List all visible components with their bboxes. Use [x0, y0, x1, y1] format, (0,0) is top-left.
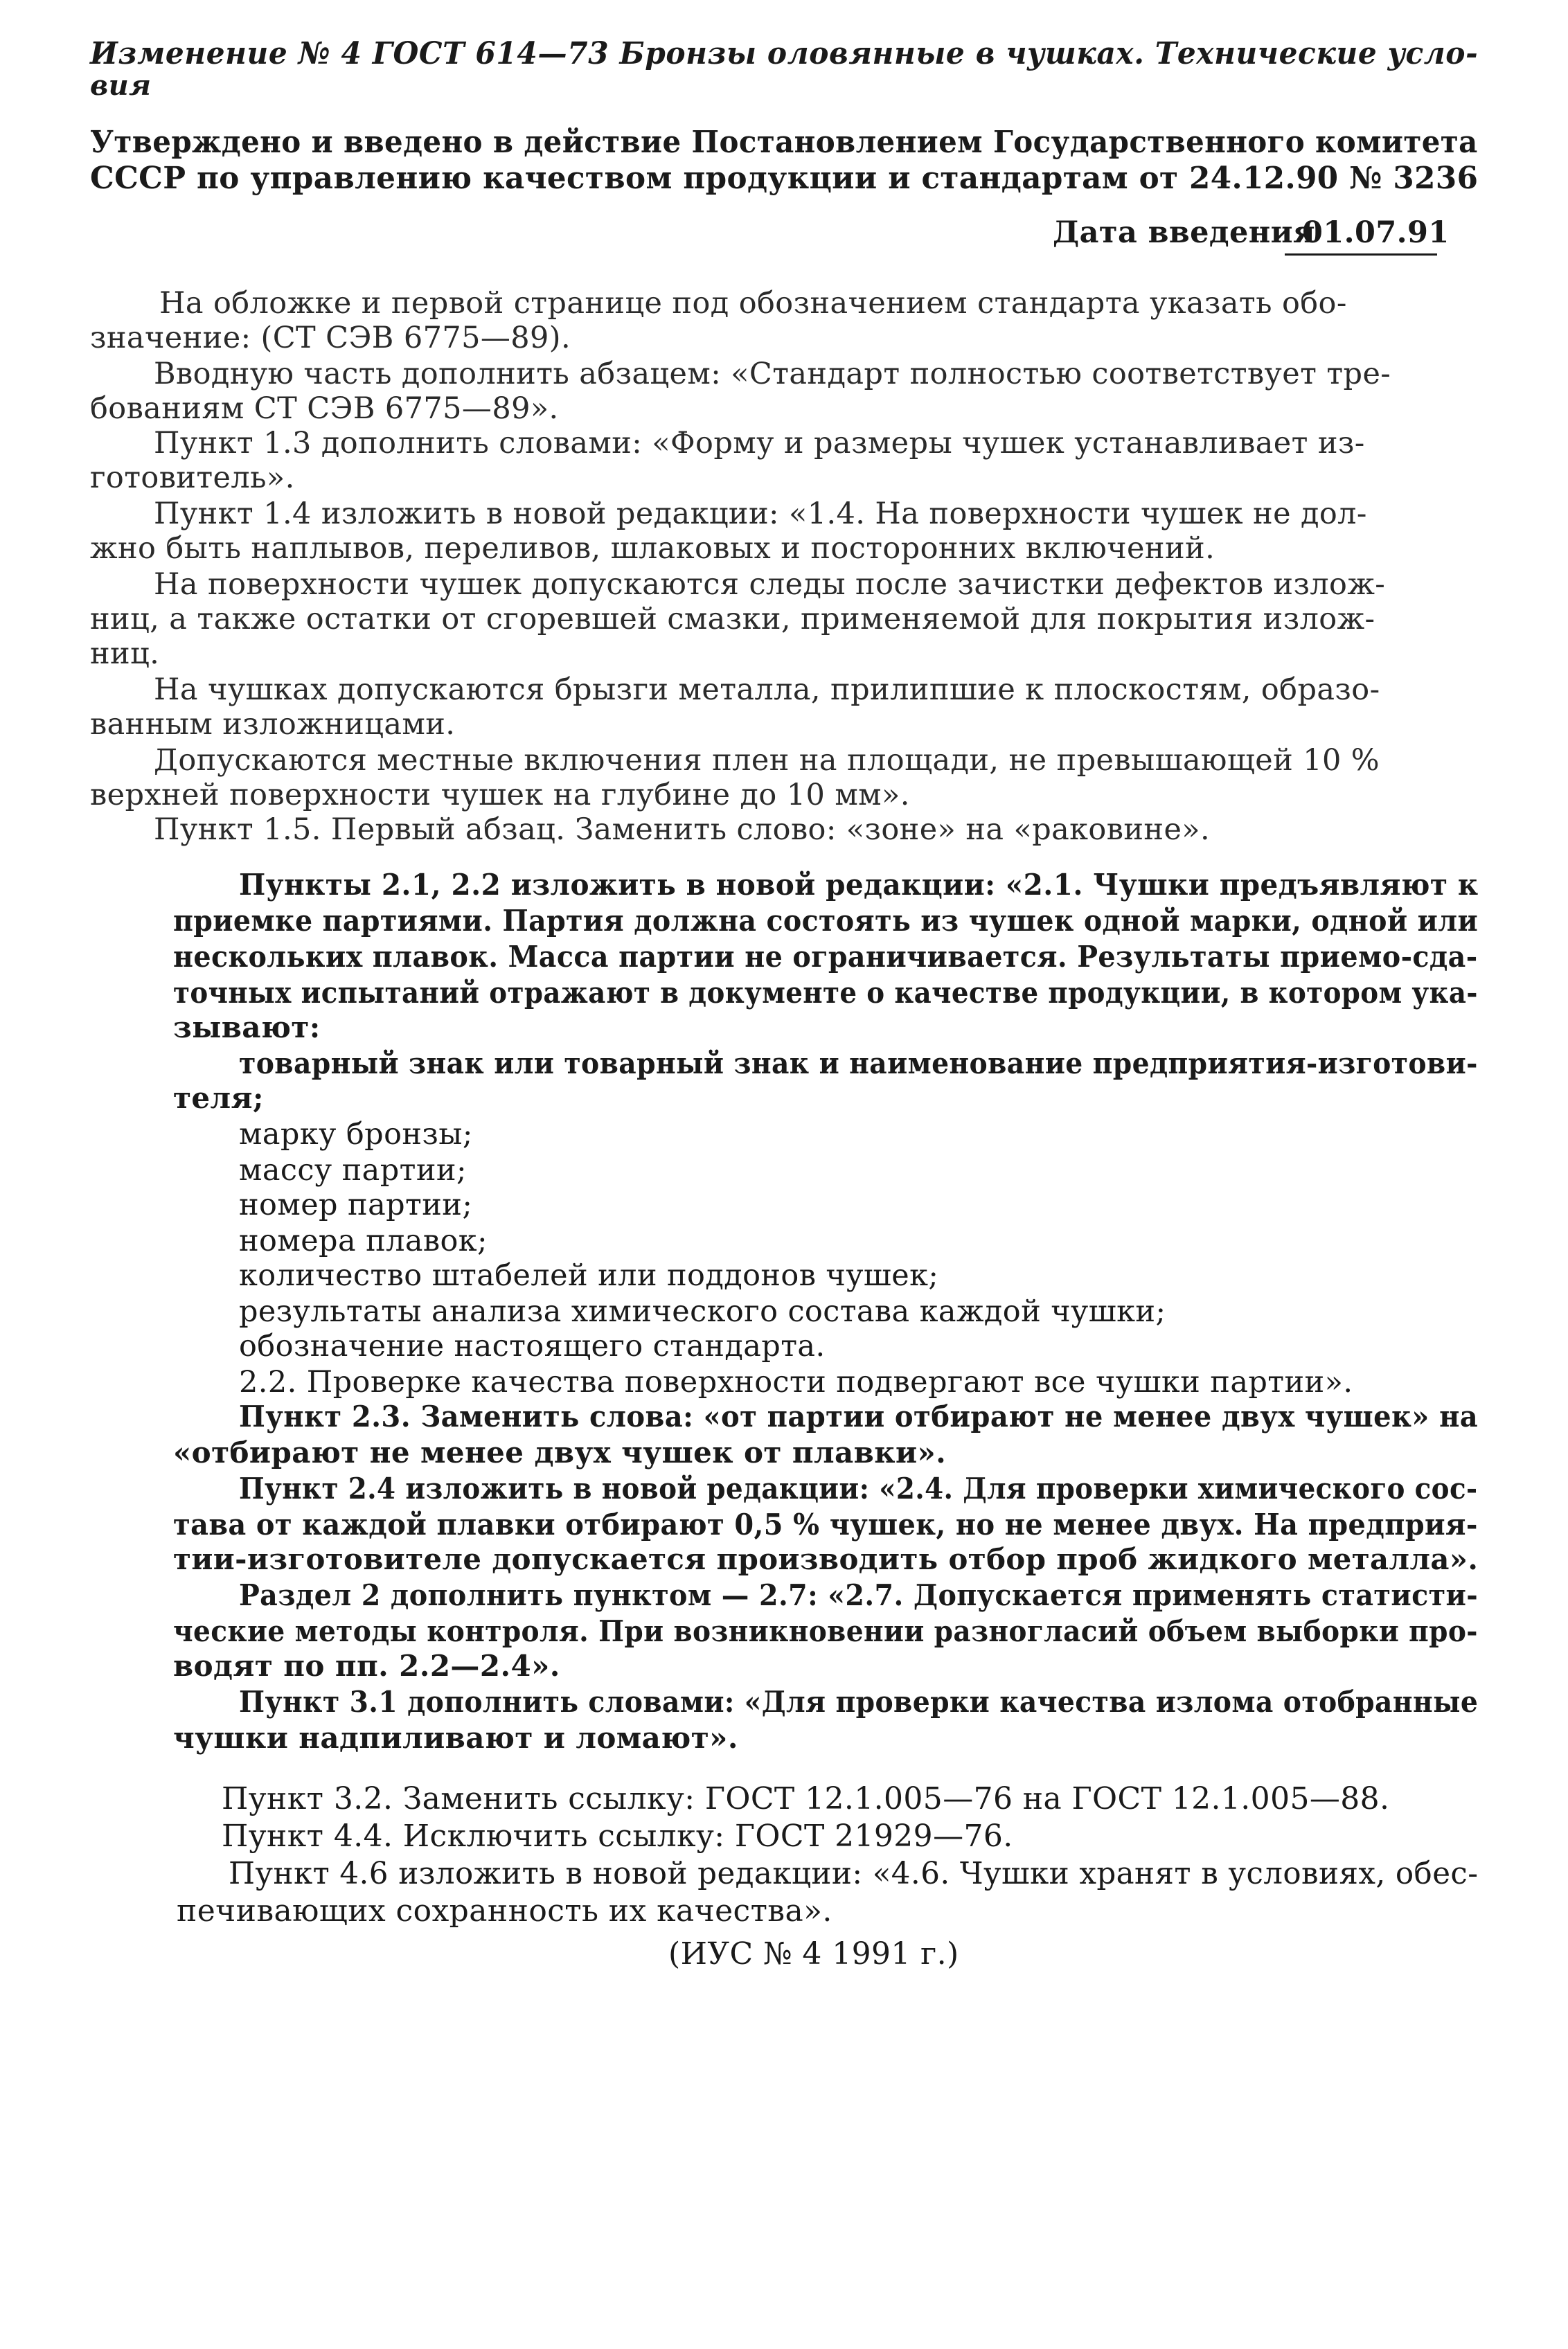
s2-line-25: чушки надпиливают и ломают». — [173, 1721, 738, 1755]
s1-line-13: ванным изложницами. — [90, 707, 456, 742]
s2-line-22: ческие методы контроля. При возникновении разногласий объем выборки про- — [173, 1614, 1478, 1648]
source-citation: (ИУС № 4 1991 г.) — [668, 1936, 959, 1972]
effective-date-label: Дата введения — [1053, 215, 1316, 250]
s2-line-1: Пункты 2.1, 2.2 изложить в новой редакции: «2.1. Чушки предъявляют к — [239, 868, 1479, 902]
date-underline — [1285, 253, 1437, 256]
s2-line-15: 2.2. Проверке качества поверхности подвергают все чушки партии». — [239, 1365, 1353, 1400]
s1-line-8: жно быть наплывов, переливов, шлаковых и посторонних включений. — [90, 531, 1215, 566]
s1-line-12: На чушках допускаются брызги металла, прилипшие к плоскостям, образо- — [154, 672, 1380, 707]
s2-line-9: массу партии; — [239, 1153, 467, 1188]
s2-line-2: приемке партиями. Партия должна состоять из чушек одной марки, одной или — [173, 904, 1479, 938]
s2-line-12: количество штабелей или поддонов чушек; — [239, 1258, 939, 1293]
s2-line-24: Пункт 3.1 дополнить словами: «Для проверки качества излома отобранные — [239, 1685, 1479, 1719]
title-line-1: Изменение № 4 ГОСТ 614—73 Бронзы оловянные в чушках. Технические усло- — [90, 36, 1479, 71]
s2-line-6: товарный знак или товарный знак и наименование предприятия-изготови- — [239, 1046, 1478, 1080]
s1-line-15: верхней поверхности чушек на глубине до 10 мм». — [90, 778, 910, 812]
s1-line-9: На поверхности чушек допускаются следы после зачистки дефектов излож- — [154, 567, 1386, 602]
s1-line-7: Пункт 1.4 изложить в новой редакции: «1.4. На поверхности чушек не дол- — [154, 497, 1367, 531]
s2-line-20: тии-изготовителе допускается производить отбор проб жидкого металла». — [173, 1542, 1479, 1576]
s1-line-5: Пункт 1.3 дополнить словами: «Форму и размеры чушек устанавливает из- — [154, 426, 1365, 461]
s2-line-10: номер партии; — [239, 1188, 473, 1222]
s1-line-10: ниц, а также остатки от сгоревшей смазки, применяемой для покрытия излож- — [90, 602, 1375, 636]
s2-line-8: марку бронзы; — [239, 1117, 473, 1152]
s1-line-3: Вводную часть дополнить абзацем: «Стандарт полностью соответствует тре- — [154, 357, 1391, 391]
s2-line-16: Пункт 2.3. Заменить слова: «от партии отбирают не менее двух чушек» на — [239, 1400, 1479, 1433]
s3-line-1: Пункт 3.2. Заменить ссылку: ГОСТ 12.1.005—76 на ГОСТ 12.1.005—88. — [222, 1781, 1390, 1816]
title-line-2: вия — [90, 69, 152, 102]
effective-date-value: 01.07.91 — [1302, 215, 1450, 250]
approval-line-1: Утверждено и введено в действие Постановлением Государственного комитета — [90, 125, 1478, 160]
s2-line-13: результаты анализа химического состава каждой чушки; — [239, 1294, 1166, 1329]
s1-line-16: Пункт 1.5. Первый абзац. Заменить слово: «зоне» на «раковине». — [154, 812, 1211, 847]
s2-line-7: теля; — [173, 1081, 264, 1115]
s1-line-11: ниц. — [90, 636, 160, 671]
s1-line-1: На обложке и первой странице под обозначением стандарта указать обо- — [159, 286, 1347, 321]
s2-line-19: тава от каждой плавки отбирают 0,5 % чушек, но не менее двух. На предприя- — [173, 1508, 1478, 1542]
s2-line-3: нескольких плавок. Масса партии не ограничивается. Результаты приемо-сда- — [173, 940, 1478, 974]
s3-line-3: Пункт 4.6 изложить в новой редакции: «4.6. Чушки хранят в условиях, обес- — [229, 1856, 1479, 1891]
approval-line-2: СССР по управлению качеством продукции и стандартам от 24.12.90 № 3236 — [90, 161, 1479, 196]
s2-line-4: точных испытаний отражают в документе о качестве продукции, в котором ука- — [173, 976, 1478, 1010]
s1-line-14: Допускаются местные включения плен на площади, не превышающей 10 % — [154, 743, 1380, 778]
s1-line-6: готовитель». — [90, 461, 295, 495]
s3-line-4: печивающих сохранность их качества». — [177, 1893, 832, 1929]
s1-line-2: значение: (СТ СЭВ 6775—89). — [90, 321, 571, 355]
s3-line-2: Пункт 4.4. Исключить ссылку: ГОСТ 21929—76. — [222, 1819, 1013, 1854]
s2-line-18: Пункт 2.4 изложить в новой редакции: «2.4. Для проверки химического сос- — [239, 1472, 1478, 1506]
s2-line-5: зывают: — [173, 1010, 321, 1044]
s2-line-11: номера плавок; — [239, 1224, 488, 1258]
s2-line-17: «отбирают не менее двух чушек от плавки». — [173, 1436, 947, 1470]
s1-line-4: бованиям СТ СЭВ 6775—89». — [90, 391, 559, 426]
s2-line-23: водят по пп. 2.2—2.4». — [173, 1649, 560, 1683]
s2-line-21: Раздел 2 дополнить пунктом — 2.7: «2.7. Допускается применять статисти- — [239, 1578, 1479, 1612]
s2-line-14: обозначение настоящего стандарта. — [239, 1329, 826, 1364]
